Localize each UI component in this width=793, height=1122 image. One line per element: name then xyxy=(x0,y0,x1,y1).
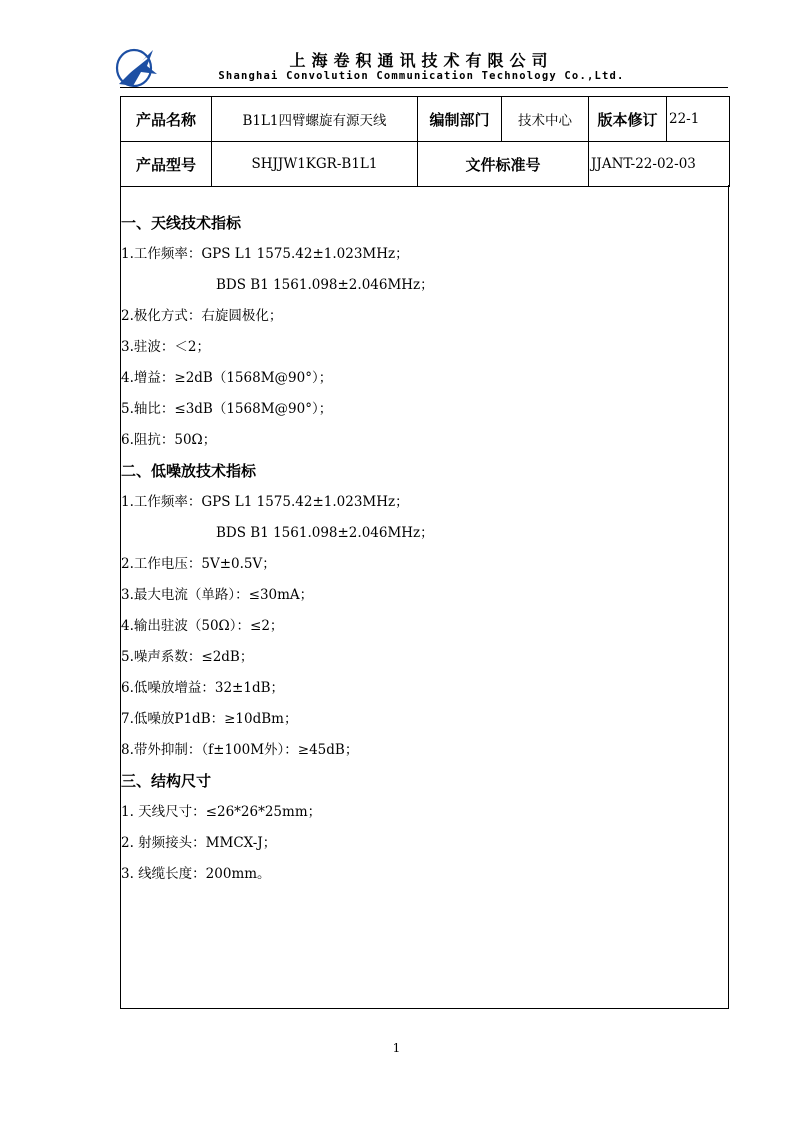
department-value: 技术中心 xyxy=(502,97,589,142)
spec-line: 3.驻波：＜2； xyxy=(121,339,210,355)
document-standard-value: JJANT-22-02-03 xyxy=(589,142,730,187)
spec-line: BDS B1 1561.098±2.046MHz； xyxy=(216,277,434,293)
section-heading: 二、低噪放技术指标 xyxy=(121,462,257,480)
spec-line: 4.增益：≥2dB（1568M@90°）； xyxy=(121,370,333,386)
spec-line: 2. 射频接头：MMCX-J； xyxy=(121,835,277,851)
revision-label: 版本修订 xyxy=(589,97,667,142)
info-row-2 xyxy=(121,142,730,187)
department-label: 编制部门 xyxy=(418,97,502,142)
spec-line: 5.噪声系数：≤2dB； xyxy=(121,649,254,665)
spec-line: 7.低噪放P1dB：≥10dBm； xyxy=(121,711,298,727)
spec-line: 4.输出驻波（50Ω）：≤2； xyxy=(121,618,284,634)
spec-line: BDS B1 1561.098±2.046MHz； xyxy=(216,525,434,541)
section-heading: 三、结构尺寸 xyxy=(121,772,212,790)
spec-line: 1. 天线尺寸：≤26*26*25mm； xyxy=(121,804,322,820)
spec-line: 2.工作电压：5V±0.5V； xyxy=(121,556,276,572)
revision-value: 22-1 xyxy=(667,97,730,142)
info-row-1 xyxy=(121,97,730,142)
spec-line: 3.最大电流（单路）：≤30mA； xyxy=(121,587,314,603)
product-name-value: B1L1四臂螺旋有源天线 xyxy=(212,97,418,142)
page-number: 1 xyxy=(392,1041,401,1055)
spec-line: 1.工作频率：GPS L1 1575.42±1.023MHz； xyxy=(121,494,409,510)
header-divider xyxy=(120,87,728,88)
product-model-label: 产品型号 xyxy=(121,142,212,187)
specification-content xyxy=(121,208,721,890)
document-standard-label: 文件标准号 xyxy=(418,142,589,187)
section-heading: 一、天线技术指标 xyxy=(121,214,242,232)
spec-line: 8.带外抑制：（f±100M外）：≥45dB； xyxy=(121,742,359,758)
spec-line: 3. 线缆长度：200mm。 xyxy=(121,866,271,882)
spec-line: 6.低噪放增益：32±1dB； xyxy=(121,680,285,696)
spec-line: 1.工作频率：GPS L1 1575.42±1.023MHz； xyxy=(121,246,409,262)
spec-line: 2.极化方式：右旋圆极化； xyxy=(121,308,283,324)
company-name-cn: 上海卷积通讯技术有限公司 xyxy=(289,51,554,70)
spec-line: 5.轴比：≤3dB（1568M@90°）； xyxy=(121,401,333,417)
spec-line: 6.阻抗：50Ω； xyxy=(121,432,217,448)
product-info-table xyxy=(120,96,730,187)
product-name-label: 产品名称 xyxy=(121,97,212,142)
product-model-value: SHJJW1KGR-B1L1 xyxy=(212,142,418,187)
company-name-en: Shanghai Convolution Communication Technology Co.,Ltd. xyxy=(218,70,625,82)
